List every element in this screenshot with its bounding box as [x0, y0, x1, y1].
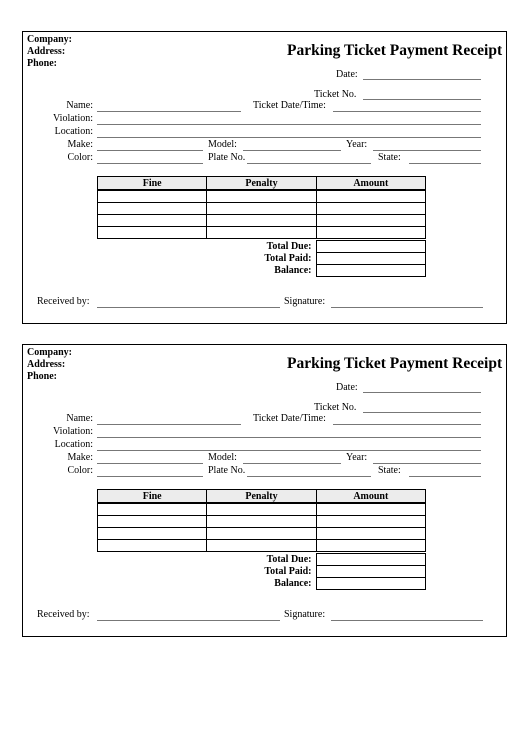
ticket-no-label: Ticket No. — [314, 89, 357, 100]
table-row — [98, 516, 426, 528]
state-field[interactable] — [409, 476, 481, 477]
total-due-value[interactable] — [316, 554, 426, 566]
balance-label: Balance: — [274, 578, 312, 589]
location-label: Location: — [54, 126, 93, 137]
ticket-datetime-field[interactable] — [333, 111, 481, 112]
receipt-2 — [22, 344, 507, 637]
amount-header: Amount — [316, 490, 425, 504]
total-paid-label: Total Paid: — [264, 253, 312, 264]
fine-cell[interactable] — [98, 190, 207, 203]
penalty-cell[interactable] — [207, 503, 316, 516]
color-label: Color: — [67, 152, 93, 163]
amount-cell[interactable] — [316, 503, 425, 516]
fine-header: Fine — [98, 177, 207, 191]
ticket-no-field[interactable] — [363, 99, 481, 100]
total-paid-row — [97, 566, 426, 578]
fine-cell[interactable] — [98, 227, 207, 239]
amount-cell[interactable] — [316, 528, 425, 540]
received-by-field[interactable] — [97, 620, 280, 621]
ticket-datetime-label: Ticket Date/Time: — [253, 413, 326, 424]
make-label: Make: — [67, 139, 93, 150]
receipt-1 — [22, 31, 507, 324]
date-field[interactable] — [363, 392, 481, 393]
total-due-row — [97, 554, 426, 566]
received-by-label: Received by: — [37, 609, 90, 620]
company-label: Company: — [27, 347, 73, 358]
model-field[interactable] — [243, 150, 341, 151]
penalty-cell[interactable] — [207, 203, 316, 215]
total-paid-value[interactable] — [316, 566, 426, 578]
phone-label: Phone: — [27, 371, 57, 382]
state-field[interactable] — [409, 163, 481, 164]
make-label: Make: — [67, 452, 93, 463]
amount-cell[interactable] — [316, 540, 425, 552]
make-field[interactable] — [97, 463, 203, 464]
date-label: Date: — [336, 382, 358, 393]
name-label: Name: — [66, 100, 93, 111]
fine-cell[interactable] — [98, 503, 207, 516]
name-label: Name: — [66, 413, 93, 424]
make-field[interactable] — [97, 150, 203, 151]
table-row — [98, 215, 426, 227]
state-label: State: — [378, 152, 401, 163]
table-row — [98, 540, 426, 552]
model-field[interactable] — [243, 463, 341, 464]
location-label: Location: — [54, 439, 93, 450]
violation-field[interactable] — [97, 437, 481, 438]
total-due-row — [97, 241, 426, 253]
total-paid-label: Total Paid: — [264, 566, 312, 577]
totals-table — [97, 240, 426, 277]
year-field[interactable] — [373, 463, 481, 464]
table-row — [98, 528, 426, 540]
phone-label: Phone: — [27, 58, 57, 69]
amount-header: Amount — [316, 177, 425, 191]
company-label: Company: — [27, 34, 73, 45]
violation-label: Violation: — [53, 113, 93, 124]
signature-label: Signature: — [284, 296, 326, 307]
amount-cell[interactable] — [316, 215, 425, 227]
penalty-cell[interactable] — [207, 227, 316, 239]
penalty-cell[interactable] — [207, 215, 316, 227]
plate-no-field[interactable] — [247, 163, 371, 164]
name-field[interactable] — [97, 424, 241, 425]
fine-cell[interactable] — [98, 215, 207, 227]
model-label: Model: — [208, 452, 237, 463]
fine-header: Fine — [98, 490, 207, 504]
received-by-label: Received by: — [37, 296, 90, 307]
table-row — [98, 503, 426, 516]
year-field[interactable] — [373, 150, 481, 151]
receipt-title: Parking Ticket Payment Receipt — [287, 42, 503, 59]
total-due-value[interactable] — [316, 241, 426, 253]
plate-no-label: Plate No. — [208, 152, 246, 163]
table-row — [98, 190, 426, 203]
total-paid-row — [97, 253, 426, 265]
total-paid-value[interactable] — [316, 253, 426, 265]
name-field[interactable] — [97, 111, 241, 112]
fine-cell[interactable] — [98, 528, 207, 540]
totals-table — [97, 553, 426, 590]
year-label: Year: — [346, 452, 368, 463]
penalty-cell[interactable] — [207, 516, 316, 528]
color-field[interactable] — [97, 163, 203, 164]
penalty-cell[interactable] — [207, 540, 316, 552]
amount-cell[interactable] — [316, 516, 425, 528]
fine-cell[interactable] — [98, 516, 207, 528]
ticket-datetime-field[interactable] — [333, 424, 481, 425]
total-due-label: Total Due: — [266, 554, 312, 565]
location-field[interactable] — [97, 450, 481, 451]
violation-field[interactable] — [97, 124, 481, 125]
address-label: Address: — [27, 359, 66, 370]
amount-cell[interactable] — [316, 203, 425, 215]
balance-label: Balance: — [274, 265, 312, 276]
plate-no-label: Plate No. — [208, 465, 246, 476]
penalty-header: Penalty — [207, 177, 316, 191]
table-header-row — [98, 490, 426, 504]
plate-no-field[interactable] — [247, 476, 371, 477]
penalty-cell[interactable] — [207, 528, 316, 540]
penalty-cell[interactable] — [207, 190, 316, 203]
signature-label: Signature: — [284, 609, 326, 620]
fine-cell[interactable] — [98, 540, 207, 552]
amount-cell[interactable] — [316, 227, 425, 239]
penalty-header: Penalty — [207, 490, 316, 504]
receipt-title: Parking Ticket Payment Receipt — [287, 355, 503, 372]
location-field[interactable] — [97, 137, 481, 138]
amount-cell[interactable] — [316, 190, 425, 203]
ticket-no-field[interactable] — [363, 412, 481, 413]
address-label: Address: — [27, 46, 66, 57]
date-field[interactable] — [363, 79, 481, 80]
balance-value[interactable] — [316, 578, 426, 590]
balance-value[interactable] — [316, 265, 426, 277]
signature-field[interactable] — [331, 307, 483, 308]
color-label: Color: — [67, 465, 93, 476]
total-due-label: Total Due: — [266, 241, 312, 252]
fine-table — [97, 176, 426, 239]
table-row — [98, 203, 426, 215]
fine-cell[interactable] — [98, 203, 207, 215]
model-label: Model: — [208, 139, 237, 150]
table-row — [98, 227, 426, 239]
date-label: Date: — [336, 69, 358, 80]
fine-table — [97, 489, 426, 552]
table-header-row — [98, 177, 426, 191]
violation-label: Violation: — [53, 426, 93, 437]
signature-field[interactable] — [331, 620, 483, 621]
state-label: State: — [378, 465, 401, 476]
balance-row — [97, 265, 426, 277]
ticket-no-label: Ticket No. — [314, 402, 357, 413]
received-by-field[interactable] — [97, 307, 280, 308]
color-field[interactable] — [97, 476, 203, 477]
balance-row — [97, 578, 426, 590]
year-label: Year: — [346, 139, 368, 150]
ticket-datetime-label: Ticket Date/Time: — [253, 100, 326, 111]
